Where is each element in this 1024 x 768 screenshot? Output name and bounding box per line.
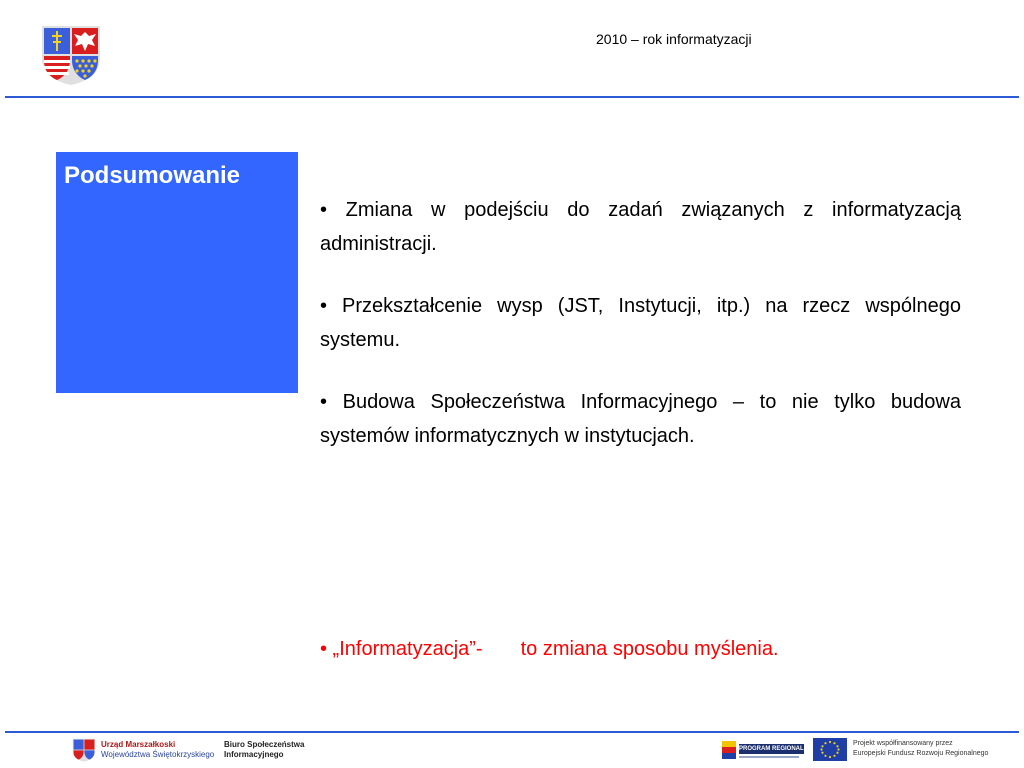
footer-org-name: Urząd Marszałkoski [101, 740, 176, 749]
footer-divider [5, 731, 1019, 733]
eu-funding-line2: Europejski Fundusz Rozwoju Regionalnego [853, 750, 989, 757]
bullet-list [320, 193, 961, 453]
highlight-statement [320, 634, 779, 664]
section-panel [56, 152, 298, 393]
regional-program-logo [722, 739, 813, 763]
footer-organization [101, 740, 214, 760]
bullet-item: • Przekształcenie wysp (JST, Instytucji, itp.) na rzecz wspólnego systemu. [320, 295, 961, 351]
footer-org-region: Województwa Świętokrzyskiego [101, 750, 215, 759]
eu-funding-line1: Projekt współfinansowany przez [853, 740, 953, 747]
footer-bureau-line1: Biuro Społeczeństwa [224, 740, 305, 749]
footer-bureau [224, 740, 304, 760]
eu-flag-icon [813, 738, 847, 761]
highlight-definition: to zmiana sposobu myślenia. [520, 638, 779, 660]
coat-of-arms-icon [40, 24, 102, 86]
program-flag-icon [722, 741, 736, 759]
program-label: PROGRAM REGIONALNY [739, 746, 813, 752]
bullet-item: • Budowa Społeczeństwa Informacyjnego – to nie tylko budowa systemów informatycznych w instytucjach. [320, 391, 961, 447]
highlight-term: • „Informatyzacja”- [320, 638, 483, 660]
bullet-item: • Zmiana w podejściu do zadań związanych z informatyzacją administracji. [320, 199, 961, 255]
eu-funding-note [853, 739, 988, 759]
page-header-title: 2010 – rok informatyzacji [596, 31, 752, 47]
header-divider [5, 96, 1019, 98]
footer-bureau-line2: Informacyjnego [224, 750, 284, 759]
program-subline [739, 756, 799, 758]
section-title: Podsumowanie [64, 162, 241, 189]
footer-coat-of-arms-icon [72, 738, 96, 762]
